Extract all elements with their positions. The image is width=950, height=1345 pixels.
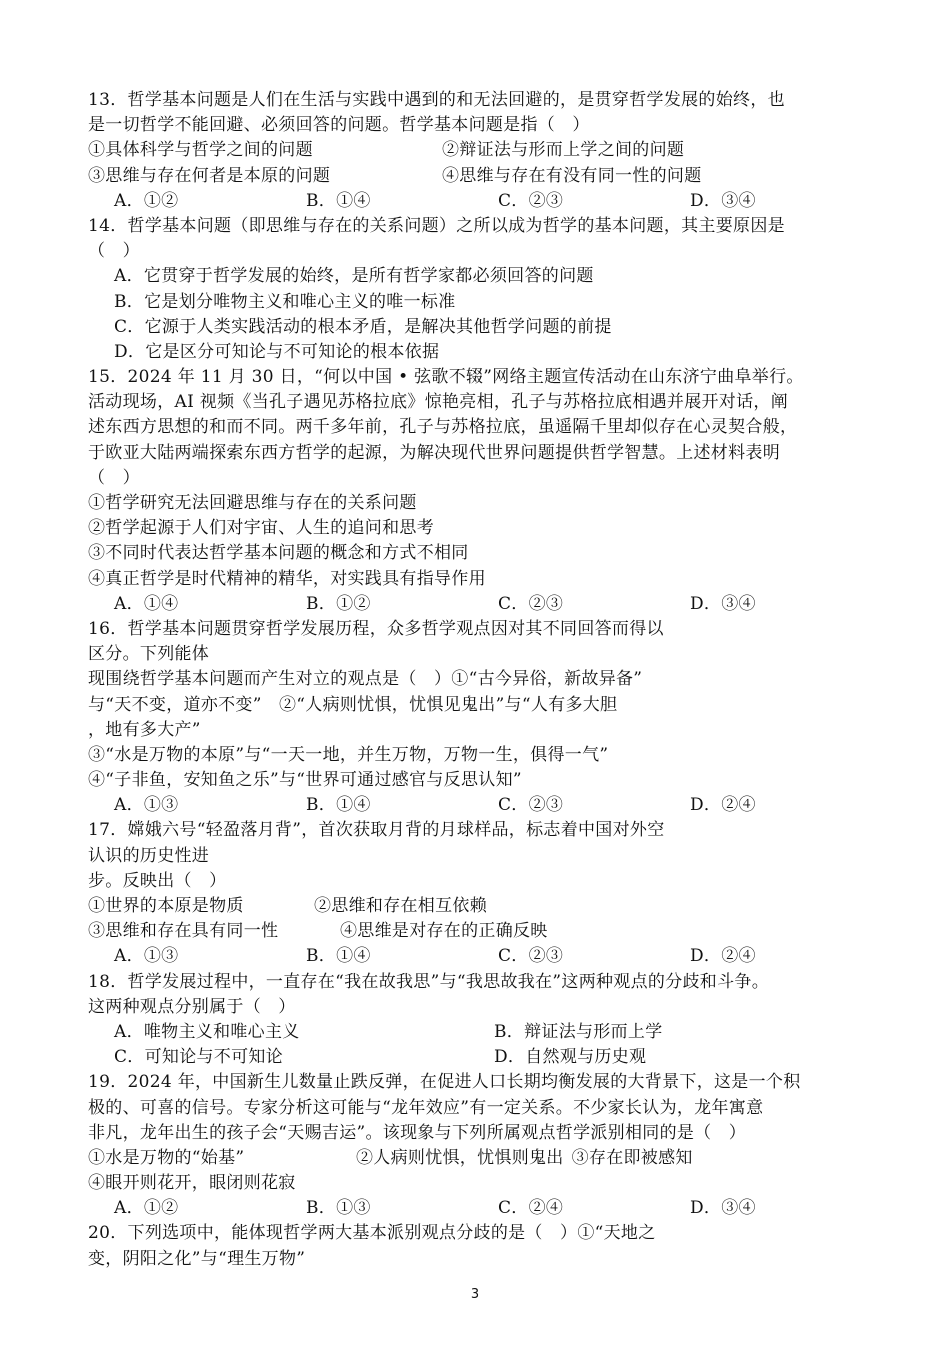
question-list	[88, 88, 888, 1272]
question-16-stem-line-5: ，地有多大产”	[88, 719, 201, 740]
question-13-item-4: ④思维与存在有没有同一性的问题	[442, 165, 702, 186]
question-17-option-c: C．②③	[498, 946, 564, 967]
question-18-option-a: A．唯物主义和唯心主义	[114, 1021, 300, 1042]
question-16-stem-line-7: ④“子非鱼，安知鱼之乐”与“世界可通过感官与反思认知”	[88, 770, 522, 791]
question-19-option-c: C．②④	[498, 1198, 564, 1219]
question-18-options-row-1	[88, 1020, 888, 1045]
question-19-stem-line-1: 19．2024 年，中国新生儿数量止跌反弹，在促进人口长期均衡发展的大背景下，这是一个积	[88, 1072, 801, 1093]
question-17-items-row-2	[88, 919, 888, 944]
question-18-option-d: D．自然观与历史观	[494, 1047, 647, 1068]
question-17-options	[88, 944, 888, 969]
question-15-stem-line-2: 活动现场，AI 视频《当孔子遇见苏格拉底》惊艳亮相，孔子与苏格拉底相遇并展开对话，阐	[88, 392, 788, 413]
question-13-items-row-2	[88, 164, 888, 189]
question-19-stem-line-2: 极的、可喜的信号。专家分析这可能与“龙年效应”有一定关系。不少家长认为，龙年寓意	[88, 1097, 764, 1118]
question-20-stem-line-2: 变，阴阳之化”与“理生万物”	[88, 1248, 306, 1269]
question-17-item-1: ①世界的本原是物质	[88, 896, 244, 916]
question-13-stem-line-1: 13．哲学基本问题是人们在生活与实践中遇到的和无法回避的，是贯穿哲学发展的始终，也	[88, 90, 785, 110]
question-15-option-d: D．③④	[690, 593, 756, 614]
question-15-item-2: ②哲学起源于人们对宇宙、人生的追问和思考	[88, 518, 434, 539]
question-17-item-4: ④思维是对存在的正确反映	[340, 921, 548, 942]
question-19-option-d: D．③④	[690, 1198, 756, 1219]
question-15-option-a: A．①④	[114, 593, 179, 614]
question-19-option-b: B．①③	[306, 1198, 371, 1219]
question-13-option-b: B．①④	[306, 190, 371, 211]
question-20-stem-line-1: 20．下列选项中，能体现哲学两大基本派别观点分歧的是（ ）①“天地之	[88, 1223, 656, 1244]
question-13-options	[88, 189, 888, 214]
question-19-stem-line-3: 非凡，龙年出生的孩子会“天赐吉运”。该现象与下列所属观点哲学派别相同的是（ ）	[88, 1122, 747, 1143]
question-13-items-row-1	[88, 138, 888, 163]
question-19-item-3: ③存在即被感知	[571, 1147, 693, 1168]
question-19-item-2: ②人病则忧惧，忧惧则鬼出	[356, 1147, 564, 1168]
question-13-item-1: ①具体科学与哲学之间的问题	[88, 140, 313, 161]
question-18-stem-line-2: 这两种观点分别属于（ ）	[88, 996, 296, 1017]
question-16-option-d: D．②④	[690, 795, 756, 816]
question-18-option-b: B．辩证法与形而上学	[494, 1021, 663, 1042]
question-16-stem-line-4: 与“天不变，道亦不变” ②“人病则忧惧，忧惧见鬼出”与“人有多大胆	[88, 694, 618, 715]
question-14-option-d: D．它是区分可知论与不可知论的根本依据	[114, 341, 440, 362]
question-17-stem-line-2: 认识的历史性进	[88, 845, 210, 866]
question-15-option-b: B．①②	[306, 593, 371, 614]
question-16-stem-line-2: 区分。下列能体	[88, 644, 210, 665]
question-16-stem-line-6: ③“水是万物的本原”与“一天一地，并生万物，万物一生，俱得一气”	[88, 744, 609, 765]
question-13-option-a: A．①②	[114, 190, 179, 211]
question-19-item-4: ④眼开则花开，眼闭则花寂	[88, 1173, 296, 1194]
question-14-option-c: C．它源于人类实践活动的根本矛盾，是解决其他哲学问题的前提	[114, 316, 612, 337]
question-17-stem-line-3: 步。反映出（ ）	[88, 870, 227, 891]
question-17-option-b: B．①④	[306, 946, 371, 967]
question-17-item-2: ②思维和存在相互依赖	[314, 896, 487, 916]
question-17-option-d: D．②④	[690, 946, 756, 967]
question-13-item-2: ②辩证法与形而上学之间的问题	[442, 140, 685, 161]
page-number: 3	[470, 1287, 480, 1302]
question-18-option-c: C．可知论与不可知论	[114, 1047, 284, 1068]
question-16-stem-line-3: 现围绕哲学基本问题而产生对立的观点是（ ）①“古今异俗，新故异备”	[88, 669, 643, 690]
question-15-item-4: ④真正哲学是时代精神的精华，对实践具有指导作用	[88, 568, 486, 589]
question-16-options	[88, 793, 888, 818]
question-18-stem-line-1: 18．哲学发展过程中，一直存在“我在故我思”与“我思故我在”这两种观点的分歧和斗争。	[88, 971, 769, 992]
question-15-item-1: ①哲学研究无法回避思维与存在的关系问题	[88, 493, 417, 513]
question-13-option-d: D．③④	[690, 190, 756, 211]
question-15-stem-line-5: （ ）	[88, 467, 140, 488]
question-19-option-a: A．①②	[114, 1198, 179, 1219]
question-15-item-3: ③不同时代表达哲学基本问题的概念和方式不相同	[88, 543, 469, 564]
question-17-stem-line-1: 17．嫦娥六号“轻盈落月背”，首次获取月背的月球样品，标志着中国对外空	[88, 820, 665, 841]
question-17-option-a: A．①③	[114, 946, 179, 967]
question-14-option-a: A．它贯穿于哲学发展的始终，是所有哲学家都必须回答的问题	[114, 266, 594, 287]
question-16-option-b: B．①④	[306, 795, 371, 816]
question-14-stem-line-2: （ ）	[88, 241, 140, 262]
question-19-options	[88, 1196, 888, 1221]
question-16-stem-line-1: 16．哲学基本问题贯穿哲学发展历程，众多哲学观点因对其不同回答而得以	[88, 618, 664, 639]
question-17-item-3: ③思维和存在具有同一性	[88, 921, 279, 942]
question-14-option-b: B．它是划分唯物主义和唯心主义的唯一标准	[114, 291, 456, 312]
question-15-stem-line-3: 述东西方思想的和而不同。两千多年前，孔子与苏格拉底，虽遥隔千里却似存在心灵契合般，	[88, 417, 798, 438]
question-13-item-3: ③思维与存在何者是本原的问题	[88, 165, 331, 186]
question-13-stem-line-2: 是一切哲学不能回避、必须回答的问题。哲学基本问题是指（ ）	[88, 115, 590, 136]
question-19-items-row-1	[88, 1146, 888, 1171]
question-15-stem-line-4: 于欧亚大陆两端探索东西方哲学的起源，为解决现代世界问题提供哲学智慧。上述材料表明	[88, 442, 780, 463]
question-15-options	[88, 592, 888, 617]
question-16-option-c: C．②③	[498, 795, 564, 816]
question-13-option-c: C．②③	[498, 190, 564, 211]
question-16-option-a: A．①③	[114, 795, 179, 816]
question-15-stem-line-1: 15．2024 年 11 月 30 日，“何以中国 • 弦歌不辍”网络主题宣传活动在山东济宁曲阜举行。	[88, 367, 804, 388]
question-18-options-row-2	[88, 1045, 888, 1070]
question-17-items-row-1	[88, 894, 888, 919]
question-19-item-1: ①水是万物的“始基”	[88, 1147, 245, 1168]
question-15-option-c: C．②③	[498, 593, 564, 614]
question-14-stem-line-1: 14．哲学基本问题（即思维与存在的关系问题）之所以成为哲学的基本问题，其主要原因是	[88, 215, 785, 236]
